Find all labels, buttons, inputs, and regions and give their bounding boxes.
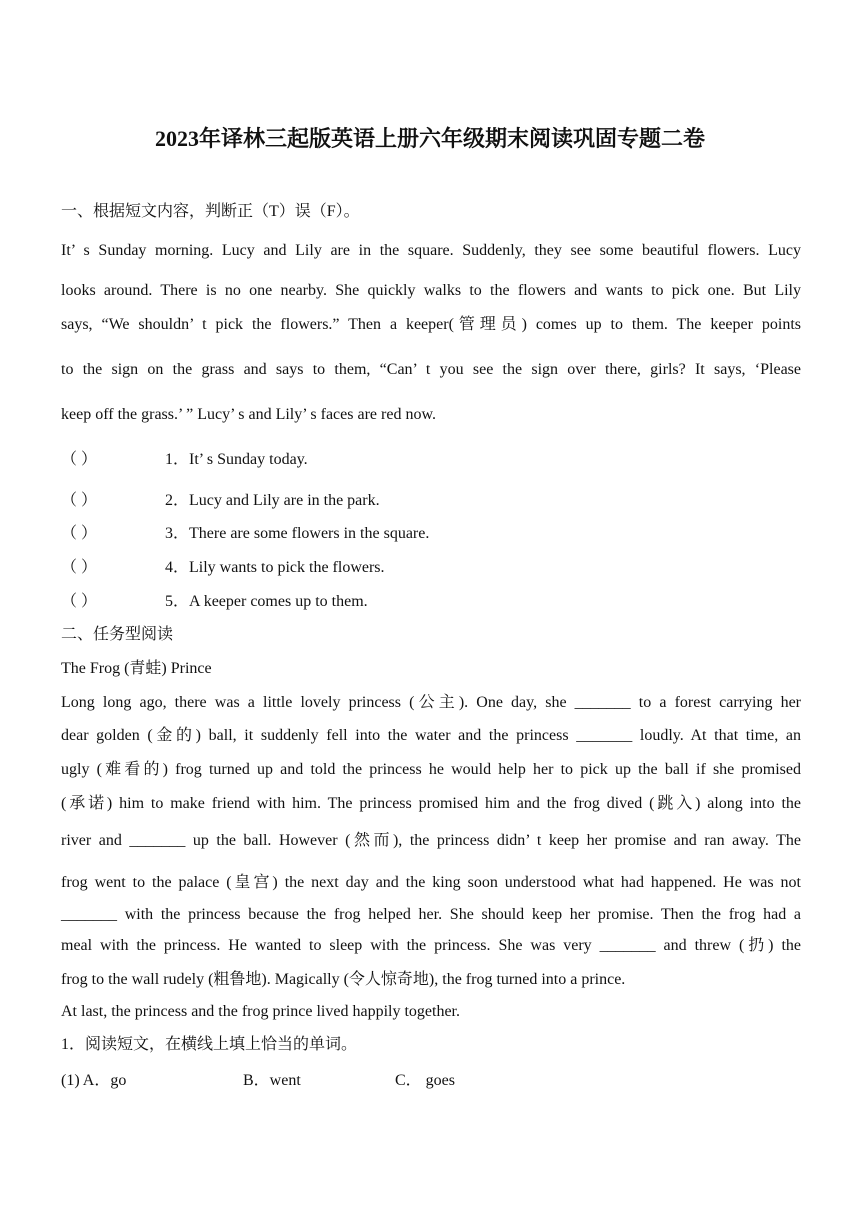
option-c[interactable]: C． goes	[395, 1072, 456, 1089]
question-number: 4．	[165, 559, 190, 576]
tf-question-2	[61, 491, 801, 511]
section2-passage-line: _______ with the princess because the frog helped her. She should keep her promise. Then the frog had a	[61, 906, 801, 923]
question-text: Lucy and Lily are in the park.	[189, 492, 380, 509]
option-b[interactable]: B．went	[243, 1072, 301, 1089]
option-a[interactable]: (1) A．go	[61, 1072, 127, 1089]
section2-passage-line: ugly (难看的) frog turned up and told the princess he would help her to pick up the ball if she promised	[61, 761, 801, 778]
question-number: 2．	[165, 492, 190, 509]
section1-passage-line: looks around. There is no one nearby. She quickly walks to the flowers and wants to pick one. But Lily	[61, 282, 801, 299]
choice-question-1	[61, 1071, 801, 1091]
question-text: There are some flowers in the square.	[189, 525, 430, 542]
tf-question-4	[61, 558, 801, 578]
answer-blank[interactable]: （ ）	[61, 525, 98, 542]
section1-passage-line: says, “We shouldn’ t pick the flowers.” Then a keeper(管理员) comes up to them. The keeper points	[61, 316, 801, 333]
section1-passage-line: to the sign on the grass and says to them, “Can’ t you see the sign over there, girls? It says, ‘Please	[61, 361, 801, 378]
section1-passage-line: keep off the grass.’ ” Lucy’ s and Lily’ s faces are red now.	[61, 406, 436, 423]
question-text: It’ s Sunday today.	[189, 451, 308, 468]
section2-passage-line: frog went to the palace (皇宫) the next day and the king soon understood what had happened. He was not	[61, 874, 801, 891]
question-number: 5．	[165, 593, 190, 610]
question-number: 1．	[165, 451, 190, 468]
story-ending: At last, the princess and the frog prince lived happily together.	[61, 1003, 460, 1020]
section2-passage-line: frog to the wall rudely (粗鲁地). Magically (令人惊奇地), the frog turned into a prince.	[61, 971, 626, 988]
answer-blank[interactable]: （ ）	[61, 451, 98, 468]
answer-blank[interactable]: （ ）	[61, 492, 98, 509]
section1-heading: 一、根据短文内容，判断正（T）误（F）。	[61, 203, 360, 220]
section2-passage-line: meal with the princess. He wanted to sleep with the princess. She was very _______ and threw (扔) the	[61, 937, 801, 954]
section2-passage-line: (承诺) him to make friend with him. The princess promised him and the frog dived (跳入) along into the	[61, 795, 801, 812]
task-instruction: 1．阅读短文，在横线上填上恰当的单词。	[61, 1036, 358, 1053]
page-title: 2023年译林三起版英语上册六年级期末阅读巩固专题二卷	[154, 126, 705, 151]
section2-passage-line: dear golden (金的) ball, it suddenly fell into the water and the princess _______ loudly. At that time, an	[61, 727, 801, 744]
answer-blank[interactable]: （ ）	[61, 593, 98, 610]
tf-question-1	[61, 450, 801, 470]
tf-question-3	[61, 524, 801, 544]
section2-heading: 二、任务型阅读	[61, 626, 174, 643]
question-text: Lily wants to pick the flowers.	[189, 559, 385, 576]
question-number: 3．	[165, 525, 190, 542]
story-title: The Frog (青蛙) Prince	[61, 660, 212, 677]
section2-passage-line: Long long ago, there was a little lovely princess (公主). One day, she _______ to a forest carrying her	[61, 694, 801, 711]
section2-passage-line: river and _______ up the ball. However (然而), the princess didn’ t keep her promise and ran away. The	[61, 832, 801, 849]
tf-question-5	[61, 592, 801, 612]
answer-blank[interactable]: （ ）	[61, 559, 98, 576]
question-text: A keeper comes up to them.	[189, 593, 368, 610]
section1-passage-line: It’ s Sunday morning. Lucy and Lily are in the square. Suddenly, they see some beautiful flowers. Lucy	[61, 242, 801, 259]
